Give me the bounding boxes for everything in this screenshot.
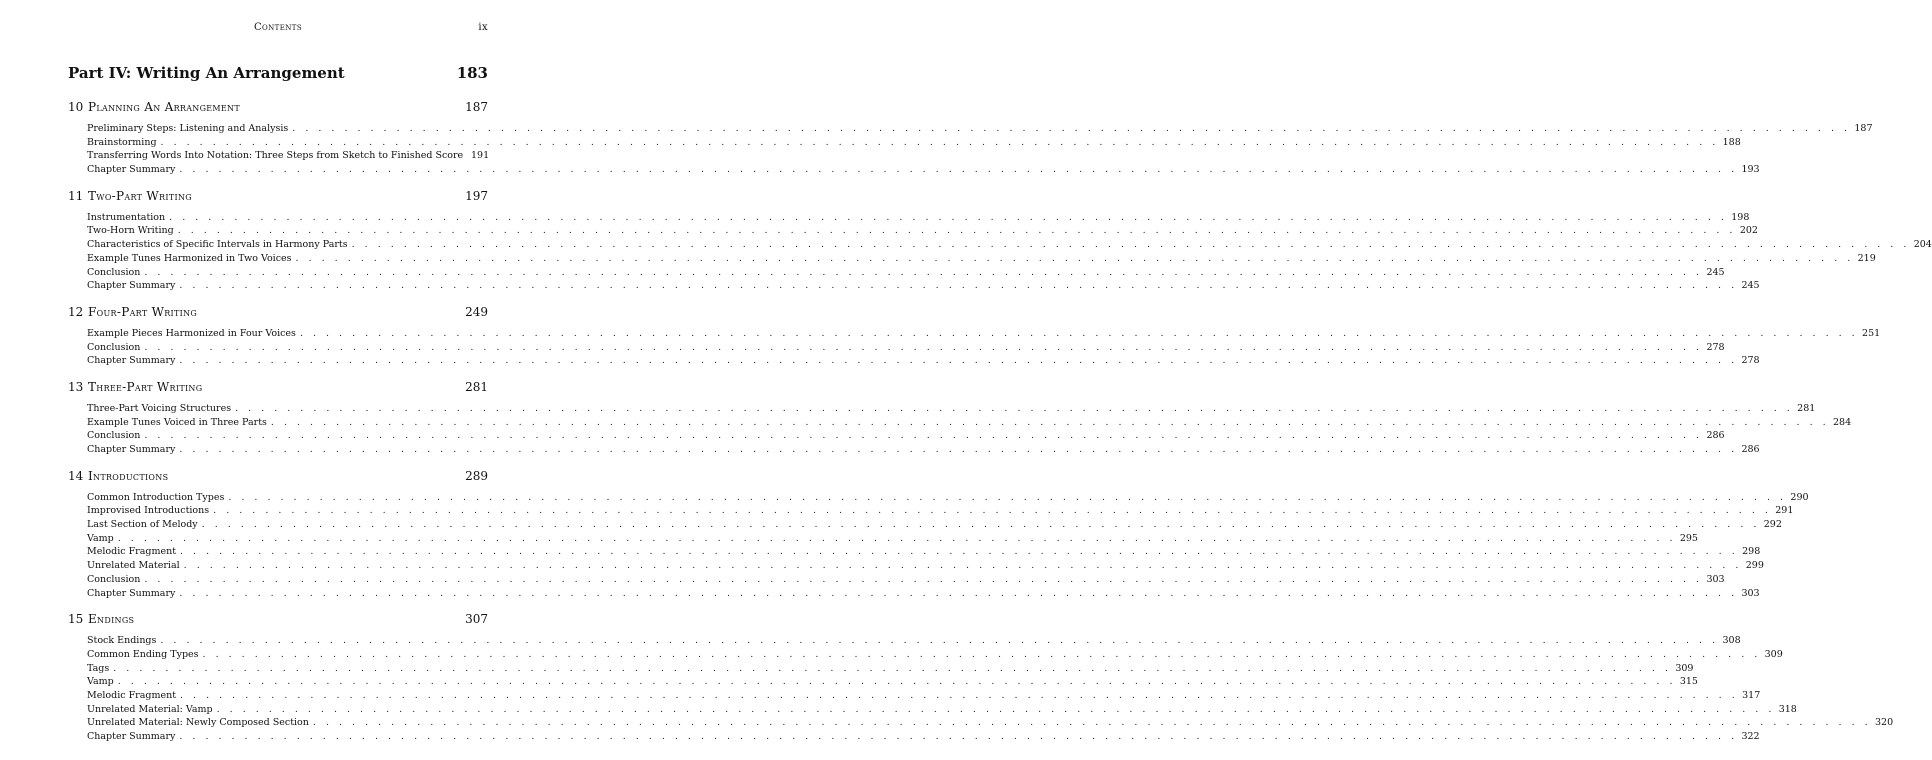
toc-entry[interactable]	[87, 532, 1698, 546]
toc-entry-page: 251	[1862, 327, 1881, 339]
chapter-heading[interactable]	[68, 379, 488, 396]
toc-entry-label: Example Pieces Harmonized in Four Voices	[87, 327, 296, 339]
dot-leader: . . . . . . . . . . . . . . . . . . . . . . . . . . . . . . . . . . . . . . . . . . . . . . . . . . . . . . . . . . . . . . . . . . . . . . . . . . . . . . . . . . . . . . . . . . . . . . . . . . . . . . . . . . . . . . . . . . . . . . . .	[177, 225, 1736, 237]
toc-entry-page: 245	[1706, 266, 1725, 278]
toc-entry-page: 286	[1706, 430, 1725, 442]
part-heading	[68, 64, 488, 82]
chapter-title: Two-Part Writing	[88, 188, 192, 203]
toc-entry-page: 322	[1741, 731, 1760, 742]
chapter-page: 197	[465, 188, 488, 203]
toc-entry[interactable]	[87, 662, 1694, 676]
toc-entry[interactable]	[87, 648, 1783, 662]
toc-entry-label: Three-Part Voicing Structures	[87, 402, 232, 414]
chapter-number: 10	[68, 100, 84, 114]
chapter-section	[68, 99, 1873, 177]
toc-entry[interactable]	[87, 443, 1760, 457]
dot-leader: . . . . . . . . . . . . . . . . . . . . . . . . . . . . . . . . . . . . . . . . . . . . . . . . . . . . . . . . . . . . . . . . . . . . . . . . . . . . . . . . . . . . . . . . . . . . . . . . . . . . . . . . . . . . . . . . . . . . . . . .	[180, 546, 1739, 558]
dot-leader: . . . . . . . . . . . . . . . . . . . . . . . . . . . . . . . . . . . . . . . . . . . . . . . . . . . . . . . . . . . . . . . . . . . . . . . . . . . . . . . . . . . . . . . . . . . . . . . . . . . . . . . . . . . . . . . . . . . . . . . .	[351, 239, 1910, 251]
toc-entry[interactable]	[87, 545, 1761, 559]
toc-entry-label: Last Section of Melody	[87, 519, 198, 531]
toc-entry-label: Chapter Summary	[87, 164, 176, 176]
dot-leader: . . . . . . . . . . . . . . . . . . . . . . . . . . . . . . . . . . . . . . . . . . . . . . . . . . . . . . . . . . . . . . . . . . . . . . . . . . . . . . . . . . . . . . . . . . . . . . . . . . . . . . . . . . . . . . . . . . . . . . . .	[228, 491, 1787, 503]
dot-leader: . . . . . . . . . . . . . . . . . . . . . . . . . . . . . . . . . . . . . . . . . . . . . . . . . . . . . . . . . . . . . . . . . . . . . . . . . . . . . . . . . . . . . . . . . . . . . . . . . . . . . . . . . . . . . . . . . . . . . . . .	[179, 280, 1738, 292]
toc-entry[interactable]	[87, 341, 1725, 355]
dot-leader: . . . . . . . . . . . . . . . . . . . . . . . . . . . . . . . . . . . . . . . . . . . . . . . . . . . . . . . . . . . . . . . . . . . . . . . . . . . . . . . . . . . . . . . . . . . . . . . . . . . . . . . . . . . . . . . . . . . . . . . .	[160, 635, 1719, 647]
toc-entry-page: 317	[1742, 689, 1761, 701]
toc-entry[interactable]	[87, 675, 1698, 689]
toc-entry-page: 187	[1854, 123, 1873, 134]
toc-entry-label: Unrelated Material	[87, 560, 180, 572]
toc-entry-page: 298	[1742, 546, 1761, 558]
toc-entry[interactable]	[87, 429, 1725, 443]
dot-leader: . . . . . . . . . . . . . . . . . . . . . . . . . . . . . . . . . . . . . . . . . . . . . . . . . . . . . . . . . . . . . . . . . . . . . . . . . . . . . . . . . . . . . . . . . . . . . . . . . . . . . . . . . . . . . . . . . . . . . . . .	[179, 355, 1738, 367]
toc-entry-label: Common Introduction Types	[87, 491, 225, 503]
toc-entry[interactable]	[87, 703, 1797, 717]
toc-entry-page: 291	[1775, 505, 1794, 517]
chapter-heading[interactable]	[68, 611, 488, 628]
running-header-title: Contents	[253, 22, 303, 33]
toc-entry[interactable]	[87, 730, 1760, 744]
toc-entry[interactable]	[87, 402, 1816, 416]
toc-entry-page: 278	[1706, 341, 1725, 353]
toc-entry-label: Instrumentation	[87, 211, 166, 223]
toc-entry[interactable]	[87, 211, 1750, 225]
toc-entry-label: Common Ending Types	[87, 648, 199, 660]
toc-entry-label: Chapter Summary	[87, 444, 176, 455]
toc-entry[interactable]	[87, 224, 1758, 238]
toc-entry-label: Two-Horn Writing	[87, 225, 174, 237]
dot-leader: . . . . . . . . . . . . . . . . . . . . . . . . . . . . . . . . . . . . . . . . . . . . . . . . . . . . . . . . . . . . . . . . . . . . . . . . . . . . . . . . . . . . . . . . . . . . . . . . . . . . . . . . . . . . . . . . . . . . . . . .	[160, 136, 1719, 148]
chapter-page: 249	[465, 304, 488, 319]
toc-entry-page: 284	[1833, 416, 1852, 428]
toc-entry-label: Chapter Summary	[87, 731, 176, 742]
toc-entry-page: 292	[1763, 519, 1782, 531]
toc-entry-page: 320	[1875, 717, 1894, 729]
toc-entry-label: Melodic Fragment	[87, 546, 177, 558]
toc-entry-page: 286	[1741, 444, 1760, 455]
chapter-title: Three-Part Writing	[88, 379, 203, 394]
chapter-number: 15	[68, 612, 84, 627]
toc-entry-label: Conclusion	[87, 430, 141, 442]
dot-leader: . . . . . . . . . . . . . . . . . . . . . . . . . . . . . . . . . . . . . . . . . . . . . . . . . . . . . . . . . . . . . . . . . . . . . . . . . . . . . . . . . . . . . . . . . . . . . . . . . . . . . . . . . . . . . . . . . . . . . . . .	[144, 341, 1703, 353]
toc-entry[interactable]	[87, 136, 1741, 150]
toc-entry-page: 308	[1722, 635, 1741, 647]
toc-entry-page: 303	[1741, 587, 1760, 599]
part-page: 183	[456, 64, 488, 82]
toc-entry-label: Vamp	[87, 676, 114, 688]
toc-entry[interactable]	[87, 559, 1764, 573]
dot-leader: . . . . . . . . . . . . . . . . . . . . . . . . . . . . . . . . . . . . . . . . . . . . . . . . . . . . . . . . . . . . . . . . . . . . . . . . . . . . . . . . . . . . . . . . . . . . . . . . . . . . . . . . . . . . . . . . . . . . . . . .	[216, 703, 1775, 715]
dot-leader: . . . . . . . . . . . . . . . . . . . . . . . . . . . . . . . . . . . . . . . . . . . . . . . . . . . . . . . . . . . . . . . . . . . . . . . . . . . . . . . . . . . . . . . . . . . . . . . . . . . . . . . . . . . . . . . . . . . . . . . .	[113, 662, 1672, 674]
chapter-title: Introductions	[88, 468, 169, 483]
dot-leader: . . . . . . . . . . . . . . . . . . . . . . . . . . . . . . . . . . . . . . . . . . . . . . . . . . . . . . . . . . . . . . . . . . . . . . . . . . . . . . . . . . . . . . . . . . . . . . . . . . . . . . . . . . . . . . . . . . . . . . . .	[179, 731, 1738, 742]
toc-entry[interactable]	[87, 149, 488, 163]
toc-entry[interactable]	[87, 518, 1782, 532]
dot-leader: . . . . . . . . . . . . . . . . . . . . . . . . . . . . . . . . . . . . . . . . . . . . . . . . . . . . . . . . . . . . . . . . . . . . . . . . . . . . . . . . . . . . . . . . . . . . . . . . . . . . . . . . . . . . . . . . . . . . . . . .	[117, 676, 1676, 688]
dot-leader: . . . . . . . . . . . . . . . . . . . . . . . . . . . . . . . . . . . . . . . . . . . . . . . . . . . . . . . . . . . . . . . . . . . . . . . . . . . . . . . . . . . . . . . . . . . . . . . . . . . . . . . . . . . . . . . . . . . . . . . .	[312, 717, 1872, 729]
chapter-title: Endings	[88, 612, 135, 627]
toc-entry[interactable]	[87, 504, 1794, 518]
running-header	[68, 22, 488, 38]
toc-entry-label: Vamp	[87, 532, 114, 544]
dot-leader: . . . . . . . . . . . . . . . . . . . . . . . . . . . . . . . . . . . . . . . . . . . . . . . . . . . . . . . . . . . . . . . . . . . . . . . . . . . . . . . . . . . . . . . . . . . . . . . . . . . . . . . . . . . . . . . . . . . . . . . .	[179, 444, 1738, 455]
part-title: Part IV: Writing An Arrangement	[68, 64, 345, 82]
toc-entry[interactable]	[87, 416, 1852, 430]
chapter-number: 14	[68, 468, 84, 483]
toc-entry-page: 299	[1745, 560, 1764, 572]
toc-entry-page: 188	[1722, 136, 1741, 148]
toc-entry-page: 315	[1679, 676, 1698, 688]
dot-leader: . . . . . . . . . . . . . . . . . . . . . . . . . . . . . . . . . . . . . . . . . . . . . . . . . . . . . . . . . . . . . . . . . . . . . . . . . . . . . . . . . . . . . . . . . . . . . . . . . . . . . . . . . . . . . . . . . . . . . . . .	[270, 416, 1830, 428]
toc-entry-label: Transferring Words Into Notation: Three Steps from Sketch to Finished Score	[87, 150, 464, 162]
toc-entry[interactable]	[87, 279, 1760, 293]
dot-leader: . . . . . . . . . . . . . . . . . . . . . . . . . . . . . . . . . . . . . . . . . . . . . . . . . . . . . . . . . . . . . . . . . . . . . . . . . . . . . . . . . . . . . . . . . . . . . . . . . . . . . . . . . . . . . . . . . . . . . . . .	[117, 532, 1676, 544]
toc-entry-page: 193	[1741, 164, 1760, 176]
toc-entry-label: Preliminary Steps: Listening and Analysis	[87, 123, 289, 134]
chapter-number: 13	[68, 379, 84, 394]
toc-entry-page: 309	[1764, 648, 1783, 660]
dot-leader: . . . . . . . . . . . . . . . . . . . . . . . . . . . . . . . . . . . . . . . . . . . . . . . . . . . . . . . . . . . . . . . . . . . . . . . . . . . . . . . . . . . . . . . . . . . . . . . . . . . . . . . . . . . . . . . . . . . . . . . .	[299, 327, 1859, 339]
dot-leader: . . . . . . . . . . . . . . . . . . . . . . . . . . . . . . . . . . . . . . . . . . . . . . . . . . . . . . . . . . . . . . . . . . . . . . . . . . . . . . . . . . . . . . . . . . . . . . . . . . . . . . . . . . . . . . . . . . . . . . . .	[201, 519, 1760, 531]
chapter-section	[68, 611, 1894, 744]
chapter-heading[interactable]	[68, 304, 488, 321]
toc-entry-page: 295	[1679, 532, 1698, 544]
dot-leader: . . . . . . . . . . . . . . . . . . . . . . . . . . . . . . . . . . . . . . . . . . . . . . . . . . . . . . . . . . . . . . . . . . . . . . . . . . . . . . . . . . . . . . . . . . . . . . . . . . . . . . . . . . . . . . . . . . . . . . . .	[179, 164, 1738, 176]
chapter-number: 11	[68, 188, 84, 203]
chapter-section	[68, 304, 1881, 368]
chapter-section	[68, 188, 1932, 293]
chapter-heading[interactable]	[68, 468, 488, 485]
toc-entry-label: Improvised Introductions	[87, 505, 210, 517]
toc-entry-page: 219	[1857, 252, 1876, 264]
dot-leader: . . . . . . . . . . . . . . . . . . . . . . . . . . . . . . . . . . . . . . . . . . . . . . . . . . . . . . . . . . . . . . . . . . . . . . . . . . . . . . . . . . . . . . . . . . . . . . . . . . . . . . . . . . . . . . . . . . . . . . . .	[235, 402, 1794, 414]
chapter-number: 12	[68, 304, 84, 319]
toc-entry-label: Example Tunes Harmonized in Two Voices	[87, 252, 292, 264]
toc-entry[interactable]	[87, 252, 1876, 266]
toc-entry-page: 202	[1739, 225, 1758, 237]
dot-leader: . . . . . . . . . . . . . . . . . . . . . . . . . . . . . . . . . . . . . . . . . . . . . . . . . . . . . . . . . . . . . . . . . . . . . . . . . . . . . . . . . . . . . . . . . . . . . . . . . . . . . . . . . . . . . . . . . . . . . . . .	[169, 211, 1728, 223]
toc-entry-label: Brainstorming	[87, 136, 157, 148]
toc-entry[interactable]	[87, 163, 1760, 177]
toc-entry[interactable]	[87, 634, 1741, 648]
toc-entry-page: 303	[1706, 573, 1725, 585]
chapter-page: 281	[465, 379, 488, 394]
toc-entry-label: Chapter Summary	[87, 280, 176, 292]
dot-leader: . . . . . . . . . . . . . . . . . . . . . . . . . . . . . . . . . . . . . . . . . . . . . . . . . . . . . . . . . . . . . . . . . . . . . . . . . . . . . . . . . . . . . . . . . . . . . . . . . . . . . . . . . . . . . . . . . . . . . . . .	[202, 648, 1761, 660]
toc-entry-label: Unrelated Material: Newly Composed Section	[87, 717, 309, 729]
toc-entry-label: Chapter Summary	[87, 587, 176, 599]
toc-entry[interactable]	[87, 587, 1760, 601]
chapter-heading[interactable]	[68, 99, 488, 116]
toc-entry[interactable]	[87, 716, 1894, 730]
toc-entry-label: Conclusion	[87, 341, 141, 353]
toc-entry[interactable]	[87, 573, 1725, 587]
chapter-title: Planning An Arrangement	[88, 100, 240, 114]
dot-leader: . . . . . . . . . . . . . . . . . . . . . . . . . . . . . . . . . . . . . . . . . . . . . . . . . . . . . . . . . . . . . . . . . . . . . . . . . . . . . . . . . . . . . . . . . . . . . . . . . . . . . . . . . . . . . . . . . . . . . . . .	[295, 252, 1854, 264]
toc-entry-page: 290	[1790, 491, 1809, 503]
toc-entry[interactable]	[87, 238, 1932, 252]
dot-leader: . . . . . . . . . . . . . . . . . . . . . . . . . . . . . . . . . . . . . . . . . . . . . . . . . . . . . . . . . . . . . . . . . . . . . . . . . . . . . . . . . . . . . . . . . . . . . . . . . . . . . . . . . . . . . . . . . . . . . . . .	[179, 587, 1738, 599]
toc-entry-page: 309	[1675, 662, 1694, 674]
toc-entry-page: 191	[471, 150, 490, 162]
toc-entry[interactable]	[87, 122, 1873, 136]
chapter-page: 289	[465, 468, 488, 483]
toc-entry[interactable]	[87, 491, 1809, 505]
toc-entry-page: 318	[1778, 703, 1797, 715]
page-number: ix	[478, 22, 488, 33]
dot-leader: . . . . . . . . . . . . . . . . . . . . . . . . . . . . . . . . . . . . . . . . . . . . . . . . . . . . . . . . . . . . . . . . . . . . . . . . . . . . . . . . . . . . . . . . . . . . . . . . . . . . . . . . . . . . . . . . . . . . . . . .	[144, 573, 1703, 585]
chapter-section	[68, 379, 1852, 457]
chapter-page: 307	[465, 612, 488, 627]
toc-entry-page: 204	[1913, 239, 1932, 251]
chapter-page: 187	[465, 100, 488, 114]
toc-entry[interactable]	[87, 327, 1881, 341]
toc-entry-page: 281	[1797, 402, 1816, 414]
toc-entry-page: 278	[1741, 355, 1760, 367]
toc-entry-label: Stock Endings	[87, 635, 157, 647]
dot-leader: . . . . . . . . . . . . . . . . . . . . . . . . . . . . . . . . . . . . . . . . . . . . . . . . . . . . . . . . . . . . . . . . . . . . . . . . . . . . . . . . . . . . . . . . . . . . . . . . . . . . . . . . . . . . . . . . . . . . . . . .	[292, 123, 1851, 134]
toc-entry-label: Example Tunes Voiced in Three Parts	[87, 416, 267, 428]
chapter-heading[interactable]	[68, 188, 488, 205]
toc-entry-label: Tags	[87, 662, 110, 674]
chapter-section	[68, 468, 1809, 601]
dot-leader: . . . . . . . . . . . . . . . . . . . . . . . . . . . . . . . . . . . . . . . . . . . . . . . . . . . . . . . . . . . . . . . . . . . . . . . . . . . . . . . . . . . . . . . . . . . . . . . . . . . . . . . . . . . . . . . . . . . . . . . .	[144, 430, 1703, 442]
table-of-contents	[68, 99, 1932, 755]
toc-entry-label: Characteristics of Specific Intervals in Harmony Parts	[87, 239, 348, 251]
dot-leader: . . . . . . . . . . . . . . . . . . . . . . . . . . . . . . . . . . . . . . . . . . . . . . . . . . . . . . . . . . . . . . . . . . . . . . . . . . . . . . . . . . . . . . . . . . . . . . . . . . . . . . . . . . . . . . . . . . . . . . . .	[180, 689, 1739, 701]
chapter-title: Four-Part Writing	[88, 304, 198, 319]
dot-leader: . . . . . . . . . . . . . . . . . . . . . . . . . . . . . . . . . . . . . . . . . . . . . . . . . . . . . . . . . . . . . . . . . . . . . . . . . . . . . . . . . . . . . . . . . . . . . . . . . . . . . . . . . . . . . . . . . . . . . . . .	[183, 560, 1742, 572]
toc-entry-label: Conclusion	[87, 266, 141, 278]
toc-entry-label: Melodic Fragment	[87, 689, 177, 701]
toc-entry-label: Unrelated Material: Vamp	[87, 703, 213, 715]
toc-entry-label: Conclusion	[87, 573, 141, 585]
toc-entry[interactable]	[87, 266, 1725, 280]
dot-leader: . . . . . . . . . . . . . . . . . . . . . . . . . . . . . . . . . . . . . . . . . . . . . . . . . . . . . . . . . . . . . . . . . . . . . . . . . . . . . . . . . . . . . . . . . . . . . . . . . . . . . . . . . . . . . . . . . . . . . . . .	[213, 505, 1772, 517]
toc-entry[interactable]	[87, 354, 1760, 368]
toc-entry[interactable]	[87, 689, 1761, 703]
toc-entry-page: 198	[1731, 211, 1750, 223]
toc-entry-label: Chapter Summary	[87, 355, 176, 367]
dot-leader: . . . . . . . . . . . . . . . . . . . . . . . . . . . . . . . . . . . . . . . . . . . . . . . . . . . . . . . . . . . . . . . . . . . . . . . . . . . . . . . . . . . . . . . . . . . . . . . . . . . . . . . . . . . . . . . . . . . . . . . .	[144, 266, 1703, 278]
toc-entry-page: 245	[1741, 280, 1760, 292]
